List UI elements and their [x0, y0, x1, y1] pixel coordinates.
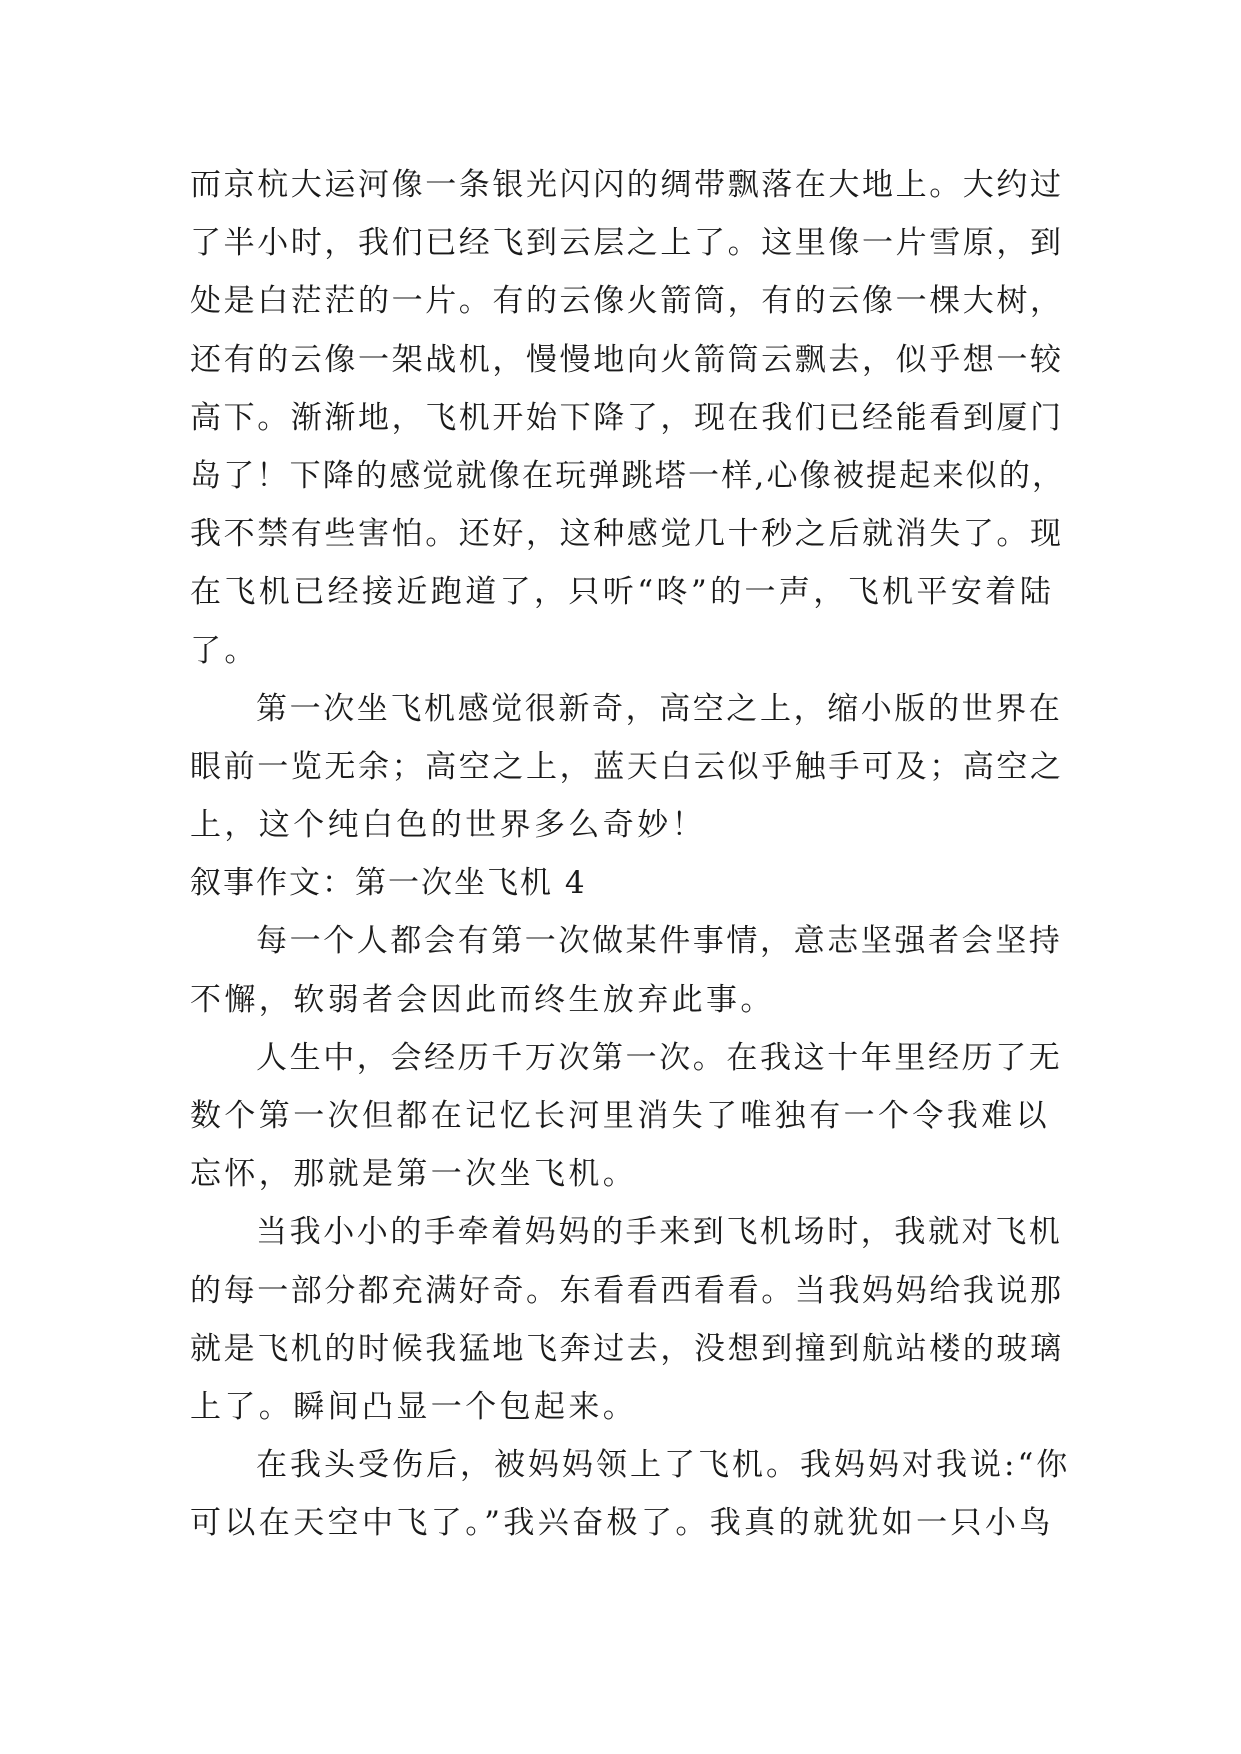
- section-heading: 叙事作文：第一次坐飞机 4: [190, 865, 587, 902]
- text-line: 忘怀，那就是第一次坐飞机。: [190, 1156, 638, 1193]
- text-line: 处是白茫茫的一片。有的云像火箭筒，有的云像一棵大树，: [190, 283, 1064, 320]
- paragraph-first-line: 当我小小的手牵着妈妈的手来到飞机场时，我就对飞机: [256, 1214, 1063, 1251]
- paragraph-first-line: 在我头受伤后，被妈妈领上了飞机。我妈妈对我说:“你: [256, 1447, 1071, 1484]
- text-line: 而京杭大运河像一条银光闪闪的绸带飘落在大地上。大约过: [190, 167, 1064, 203]
- document-body: [190, 156, 1070, 1553]
- text-line: 不懈，软弱者会因此而终生放弃此事。: [190, 981, 775, 1018]
- text-line: 我不禁有些害怕。还好，这种感觉几十秒之后就消失了。现: [190, 516, 1064, 553]
- paragraph-first-line: 第一次坐飞机感觉很新奇，高空之上，缩小版的世界在: [256, 690, 1063, 727]
- text-line: 在飞机已经接近跑道了，只听“咚”的一声，飞机平安着陆: [190, 574, 1055, 611]
- text-line: 数个第一次但都在记忆长河里消失了唯独有一个令我难以: [190, 1098, 1050, 1134]
- text-line: 就是飞机的时候我猛地飞奔过去，没想到撞到航站楼的玻璃: [190, 1330, 1064, 1367]
- paragraph-first-line: 人生中，会经历千万次第一次。在我这十年里经历了无: [256, 1039, 1063, 1076]
- text-line: 岛了！下降的感觉就像在玩弹跳塔一样,心像被提起来似的，: [190, 457, 1066, 494]
- paragraph-first-line: 每一个人都会有第一次做某件事情，意志坚强者会坚持: [256, 923, 1063, 960]
- text-line: 上了。瞬间凸显一个包起来。: [190, 1388, 638, 1425]
- text-line: 高下。渐渐地，飞机开始下降了，现在我们已经能看到厦门: [190, 399, 1064, 436]
- text-line: 可以在天空中飞了。”我兴奋极了。我真的就犹如一只小鸟: [190, 1505, 1054, 1542]
- text-line: 上，这个纯白色的世界多么奇妙！: [190, 807, 706, 844]
- text-line: 了半小时，我们已经飞到云层之上了。这里像一片雪原，到: [190, 225, 1064, 262]
- text-line: 还有的云像一架战机，慢慢地向火箭筒云飘去，似乎想一较: [190, 341, 1064, 378]
- text-line: 的每一部分都充满好奇。东看看西看看。当我妈妈给我说那: [190, 1272, 1064, 1309]
- text-line: 了。: [190, 632, 259, 669]
- text-line: 眼前一览无余；高空之上，蓝天白云似乎触手可及；高空之: [190, 748, 1064, 785]
